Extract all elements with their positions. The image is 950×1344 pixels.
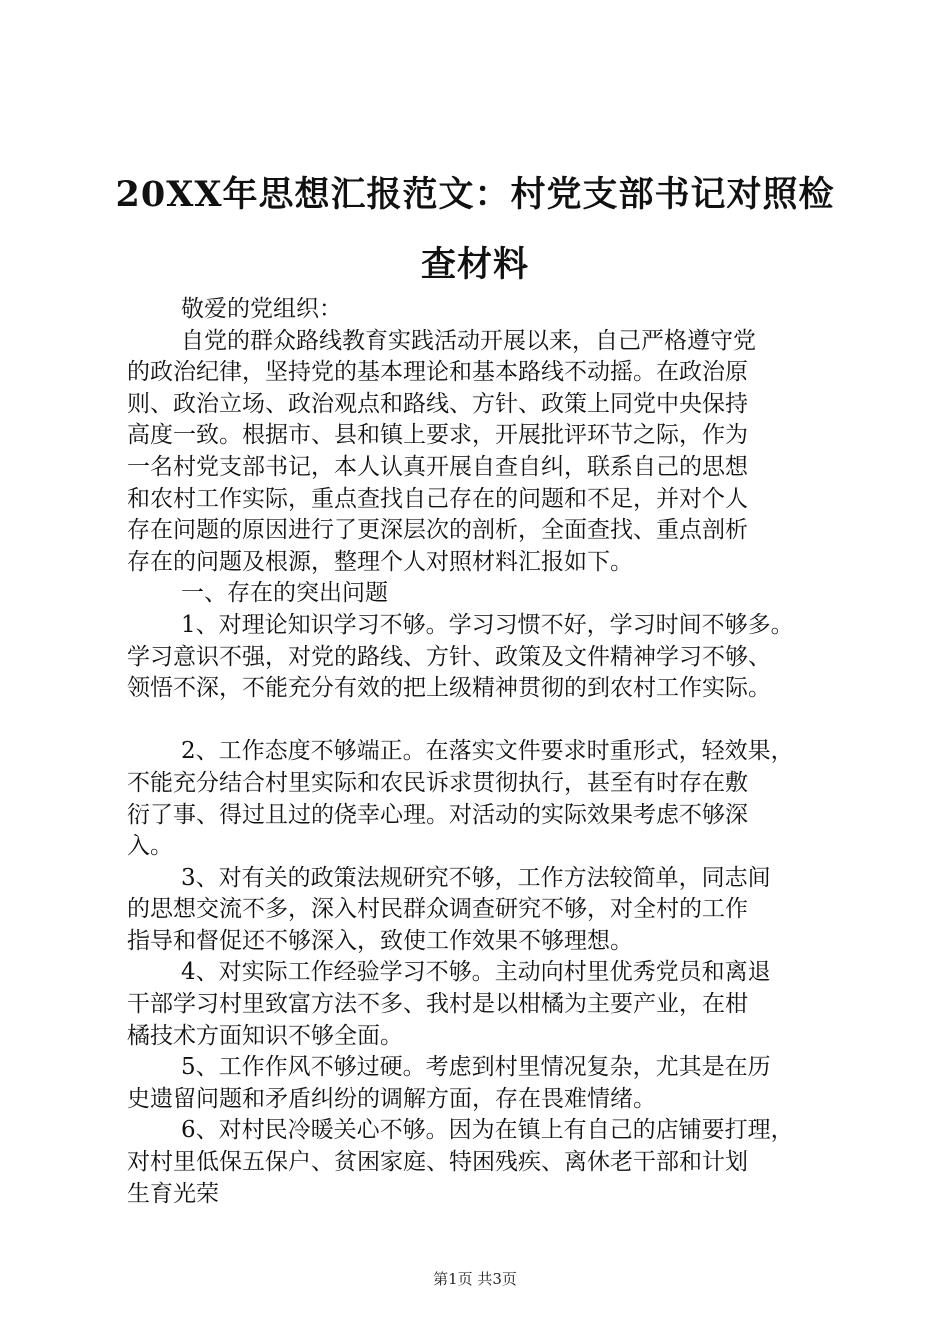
paragraph-line: 的思想交流不多，深入村民群众调查研究不够，对全村的工作	[127, 896, 748, 923]
section-heading-text: 一、存在的突出问题	[181, 580, 388, 607]
paragraph-gap	[127, 705, 837, 737]
paragraph-line: 自党的群众路线教育实践活动开展以来，自己严格遵守党	[181, 327, 756, 354]
paragraph-line: 则、政治立场、政治观点和路线、方针、政策上同党中央保持	[127, 390, 748, 417]
item-4-paragraph	[127, 957, 837, 1052]
paragraph-line: 存在的问题及根源，整理个人对照材料汇报如下。	[127, 548, 633, 575]
section-heading	[127, 578, 837, 610]
salutation	[127, 294, 837, 326]
paragraph-line: 4、对实际工作经验学习不够。主动向村里优秀党员和离退	[181, 959, 771, 986]
paragraph-line: 一名村党支部书记，本人认真开展自查自纠，联系自己的思想	[127, 453, 748, 480]
paragraph-line: 橘技术方面知识不够全面。	[127, 1022, 403, 1049]
paragraph-line: 生育光荣	[127, 1180, 219, 1207]
item-6-paragraph	[127, 1115, 837, 1210]
item-2-paragraph	[127, 736, 837, 862]
title-line-2: 查材料	[420, 244, 529, 285]
item-3-paragraph	[127, 863, 837, 958]
paragraph-line: 5、工作作风不够过硬。考虑到村里情况复杂，尤其是在历	[181, 1054, 771, 1081]
paragraph-line: 存在问题的原因进行了更深层次的剖析，全面查找、重点剖析	[127, 517, 748, 544]
paragraph-line: 不能充分结合村里实际和农民诉求贯彻执行，甚至有时存在敷	[127, 769, 748, 796]
intro-paragraph	[127, 326, 837, 579]
paragraph-line: 对村里低保五保户、贫困家庭、特困残疾、离休老干部和计划	[127, 1149, 748, 1176]
item-5-paragraph	[127, 1052, 837, 1115]
paragraph-line: 领悟不深，不能充分有效的把上级精神贯彻的到农村工作实际。	[127, 675, 771, 702]
paragraph-line: 和农村工作实际，重点查找自己存在的问题和不足，并对个人	[127, 485, 748, 512]
page-footer: 第1页 共3页	[433, 1270, 517, 1288]
paragraph-line: 入。	[127, 833, 173, 860]
salutation-text: 敬爱的党组织：	[181, 296, 342, 322]
paragraph-line: 干部学习村里致富方法不多、我村是以柑橘为主要产业，在柑	[127, 991, 748, 1018]
paragraph-line: 3、对有关的政策法规研究不够，工作方法较简单，同志间	[181, 864, 771, 891]
document-title	[100, 160, 850, 300]
paragraph-line: 的政治纪律，坚持党的基本理论和基本路线不动摇。在政治原	[127, 359, 748, 386]
paragraph-line: 学习意识不强，对党的路线、方针、政策及文件精神学习不够、	[127, 643, 771, 670]
document-body	[127, 294, 837, 1210]
paragraph-line: 6、对村民冷暖关心不够。因为在镇上有自己的店铺要打理，	[181, 1117, 794, 1144]
paragraph-line: 史遗留问题和矛盾纠纷的调解方面，存在畏难情绪。	[127, 1085, 656, 1112]
paragraph-line: 高度一致。根据市、县和镇上要求，开展批评环节之际，作为	[127, 422, 748, 449]
paragraph-line: 2、工作态度不够端正。在落实文件要求时重形式，轻效果，	[181, 738, 794, 765]
item-1-paragraph	[127, 610, 837, 705]
paragraph-line: 1、对理论知识学习不够。学习习惯不好，学习时间不够多。	[181, 611, 794, 638]
paragraph-line: 衍了事、得过且过的侥幸心理。对活动的实际效果考虑不够深	[127, 801, 748, 828]
title-line-1: 20XX年思想汇报范文：村党支部书记对照检	[115, 174, 835, 215]
paragraph-line: 指导和督促还不够深入，致使工作效果不够理想。	[127, 927, 633, 954]
